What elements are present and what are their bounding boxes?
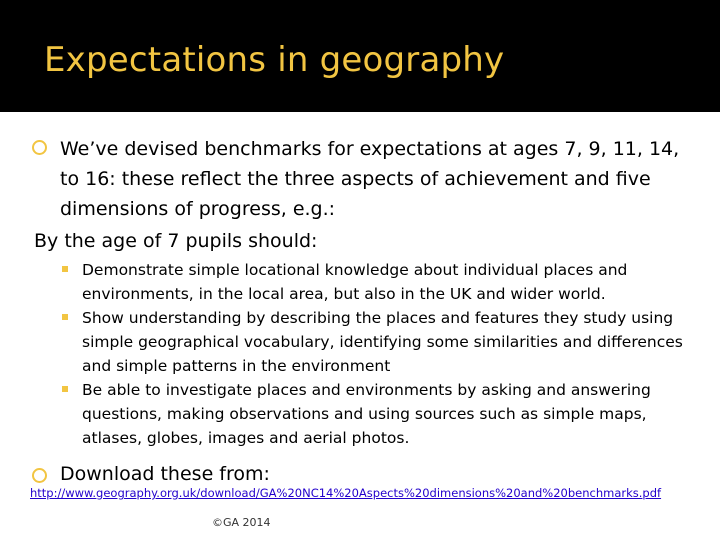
sub-bullet-item (82, 306, 692, 378)
sub-bullet-item (82, 258, 692, 306)
bullet-ring-icon (32, 140, 47, 155)
main-bullet-text: We’ve devised benchmarks for expectations at ages 7, 9, 11, 14, to 16: these reflect the three aspects of achievement and five dimensions of progress, e.g.: (60, 138, 680, 220)
lead-text: By the age of 7 pupils should: (34, 230, 318, 252)
download-text: Download these from: (60, 463, 270, 485)
download-link[interactable]: http://www.geography.org.uk/download/GA%20NC14%20Aspects%20dimensions%20and%20benchmarks.pdf (30, 486, 662, 500)
title-bar (0, 0, 720, 112)
square-bullet-icon (62, 314, 68, 320)
copyright-text: ©GA 2014 (212, 516, 271, 529)
slide-title: Expectations in geography (44, 40, 505, 80)
square-bullet-icon (62, 386, 68, 392)
sub-bullet-list (62, 258, 692, 450)
bullet-ring-icon (32, 468, 47, 483)
sub-bullet-text: Be able to investigate places and environments by asking and answering questions, making observations and using sources such as simple maps, atlases, globes, images and aerial photos. (82, 381, 651, 447)
sub-bullet-text: Show understanding by describing the places and features they study using simple geographical vocabulary, identifying some similarities and differences and simple patterns in the environment (82, 309, 683, 375)
square-bullet-icon (62, 266, 68, 272)
sub-bullet-item (82, 378, 692, 450)
sub-bullet-text: Demonstrate simple locational knowledge about individual places and environments, in the local area, but also in the UK and wider world. (82, 261, 628, 303)
